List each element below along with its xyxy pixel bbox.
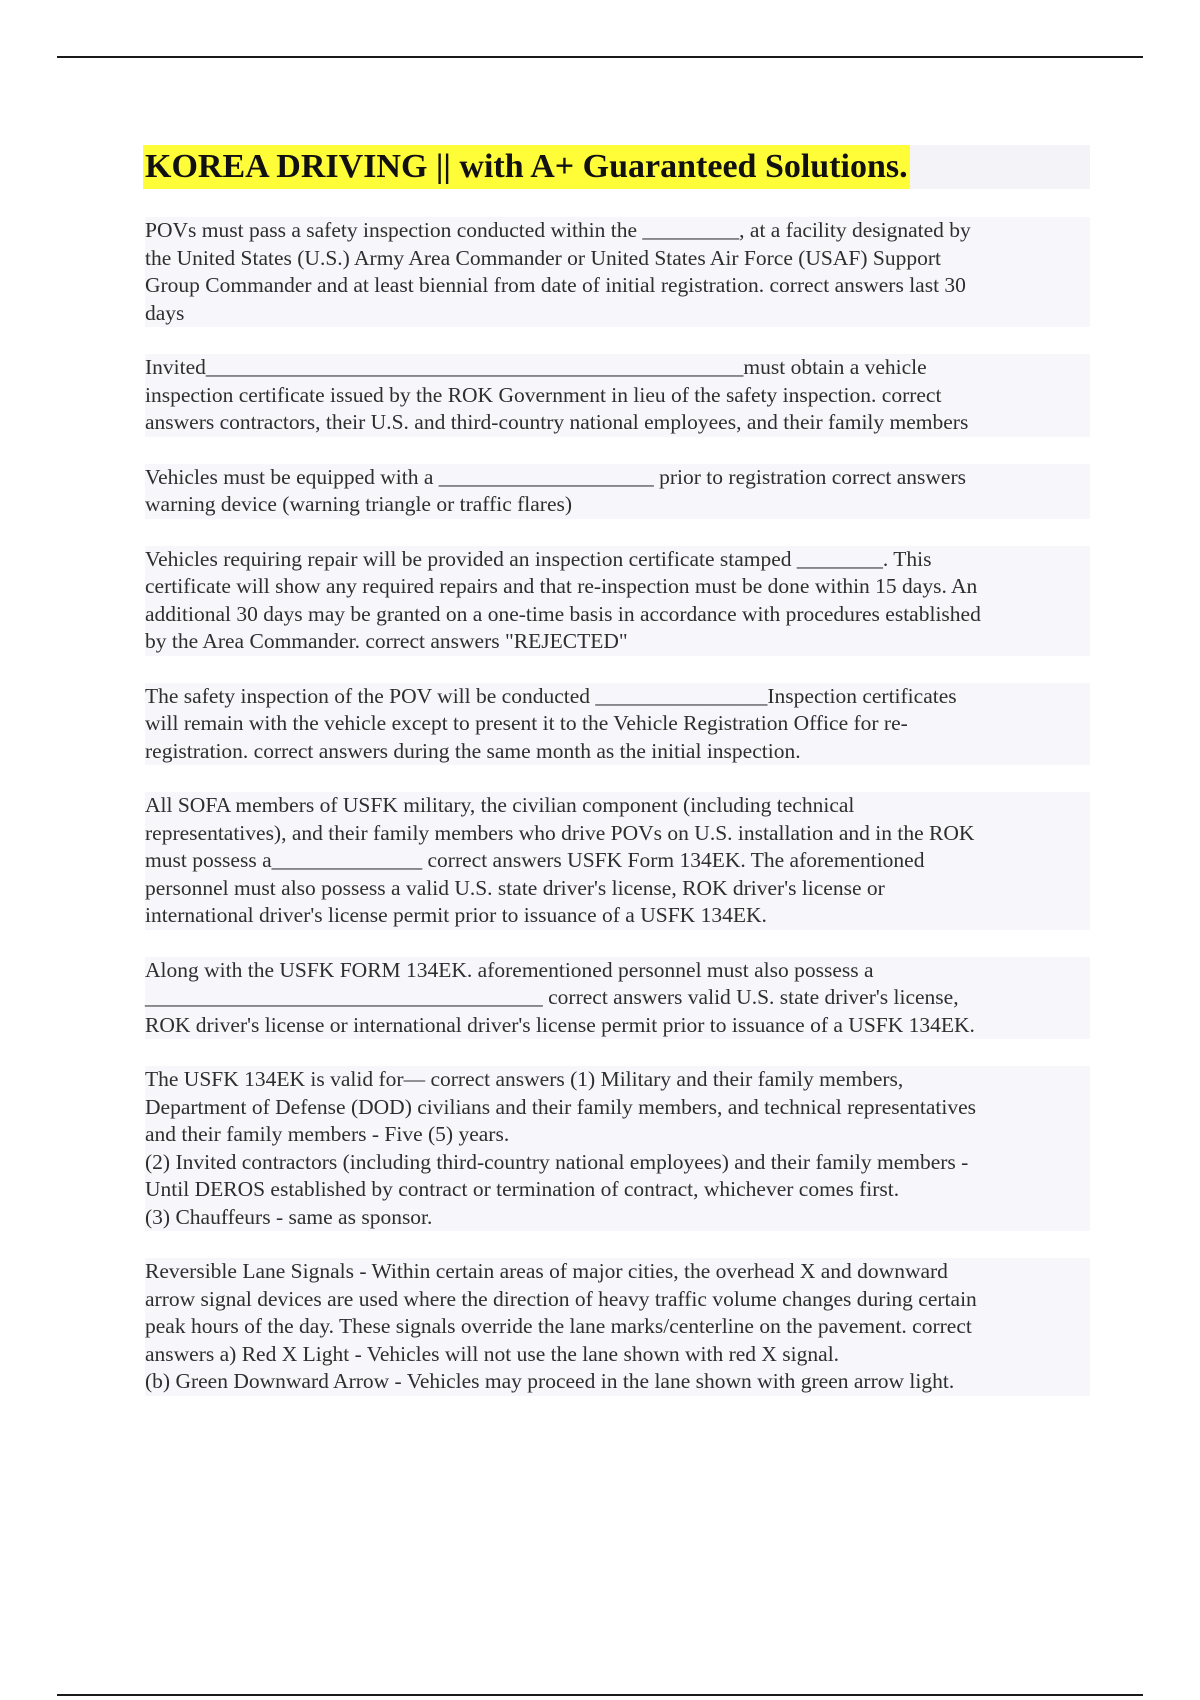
top-rule: [57, 56, 1143, 58]
paragraph-line: international driver's license permit prior to issuance of a USFK 134EK.: [145, 903, 767, 927]
paragraph-line: All SOFA members of USFK military, the civilian component (including technical: [145, 793, 855, 817]
paragraph-line: answers a) Red X Light - Vehicles will not use the lane shown with red X signal.: [145, 1341, 840, 1366]
qa-paragraph: [145, 354, 1090, 437]
paragraph-line: days: [145, 300, 185, 325]
paragraph-line: peak hours of the day. These signals override the lane marks/centerline on the pavement. correct: [145, 1314, 972, 1338]
paragraph-line: the United States (U.S.) Army Area Commander or United States Air Force (USAF) Support: [145, 245, 941, 270]
qa-paragraph: [145, 957, 1090, 1040]
document-body: [145, 145, 1090, 1423]
paragraph-line: (2) Invited contractors (including third-country national employees) and their family members -: [145, 1149, 969, 1174]
qa-paragraph: [145, 546, 1090, 656]
paragraph-line: The USFK 134EK is valid for— correct answers (1) Military and their family members,: [145, 1067, 904, 1091]
qa-list: [145, 217, 1090, 1396]
paragraph-line: warning device (warning triangle or traffic flares): [145, 492, 573, 516]
paragraph-line: Invited__________________________________________________must obtain a vehicle: [145, 355, 927, 379]
bottom-rule: [57, 1694, 1143, 1696]
paragraph-line: The safety inspection of the POV will be conducted ________________Inspection certificates: [145, 683, 957, 708]
qa-paragraph: [145, 217, 1090, 327]
paragraph-line: Until DEROS established by contract or termination of contract, whichever comes first.: [145, 1177, 900, 1201]
qa-paragraph: [145, 464, 1090, 519]
qa-paragraph: [145, 1258, 1090, 1396]
paragraph-line: arrow signal devices are used where the direction of heavy traffic volume changes during certain: [145, 1286, 977, 1311]
paragraph-line: will remain with the vehicle except to present it to the Vehicle Registration Office for re-: [145, 711, 908, 735]
paragraph-line: inspection certificate issued by the ROK Government in lieu of the safety inspection. correct: [145, 382, 942, 407]
paragraph-line: (b) Green Downward Arrow - Vehicles may proceed in the lane shown with green arrow light.: [145, 1369, 955, 1393]
paragraph-line: must possess a______________ correct answers USFK Form 134EK. The aforementioned: [145, 848, 925, 872]
paragraph-line: answers contractors, their U.S. and third-country national employees, and their family members: [145, 410, 969, 434]
paragraph-line: representatives), and their family members who drive POVs on U.S. installation and in the ROK: [145, 820, 975, 845]
paragraph-line: ROK driver's license or international driver's license permit prior to issuance of a USFK 134EK.: [145, 1012, 975, 1037]
paragraph-line: and their family members - Five (5) years.: [145, 1122, 510, 1146]
qa-paragraph: [145, 1066, 1090, 1231]
paragraph-line: Vehicles must be equipped with a ____________________ prior to registration correct answers: [145, 464, 966, 489]
paragraph-line: by the Area Commander. correct answers "REJECTED": [145, 629, 628, 653]
qa-paragraph: [145, 792, 1090, 930]
qa-paragraph: [145, 683, 1090, 766]
paragraph-line: POVs must pass a safety inspection conducted within the _________, at a facility designated by: [145, 218, 971, 242]
paragraph-line: Along with the USFK FORM 134EK. aforementioned personnel must also possess a: [145, 957, 874, 982]
paragraph-line: certificate will show any required repairs and that re-inspection must be done within 15 days. An: [145, 574, 978, 598]
document-title: KOREA DRIVING || with A+ Guaranteed Solutions.: [143, 145, 910, 189]
paragraph-line: Group Commander and at least biennial from date of initial registration. correct answers last 30: [145, 273, 966, 297]
paragraph-line: personnel must also possess a valid U.S. state driver's license, ROK driver's license or: [145, 875, 885, 900]
title-band: [143, 145, 1090, 189]
paragraph-line: Department of Defense (DOD) civilians and their family members, and technical representatives: [145, 1094, 977, 1119]
paragraph-line: registration. correct answers during the same month as the initial inspection.: [145, 738, 801, 763]
paragraph-line: Vehicles requiring repair will be provided an inspection certificate stamped ________. This: [145, 546, 932, 571]
paragraph-line: additional 30 days may be granted on a one-time basis in accordance with procedures established: [145, 601, 981, 626]
paragraph-line: (3) Chauffeurs - same as sponsor.: [145, 1204, 433, 1229]
paragraph-line: Reversible Lane Signals - Within certain areas of major cities, the overhead X and downward: [145, 1259, 948, 1283]
paragraph-line: _____________________________________ correct answers valid U.S. state driver's license,: [145, 985, 959, 1009]
